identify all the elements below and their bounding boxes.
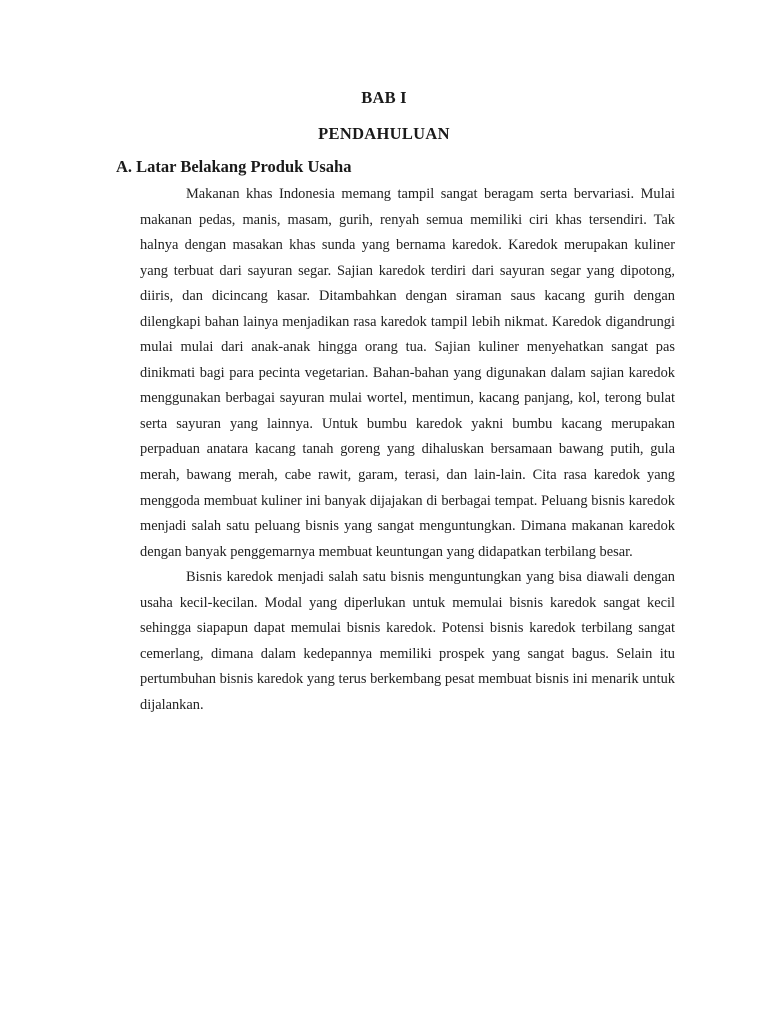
chapter-number: BAB I — [361, 88, 407, 107]
body-text — [140, 182, 675, 718]
chapter-title: PENDAHULUAN — [318, 124, 450, 143]
paragraph: Bisnis karedok menjadi salah satu bisnis menguntungkan yang bisa diawali dengan usaha kecil-kecilan. Modal yang diperlukan untuk memulai bisnis karedok sangat kecil sehingga siapapun dapat memulai bisnis karedok. Potensi bisnis karedok terbilang sangat cemerlang, dimana dalam kedepannya memiliki prospek yang sangat bagus. Selain itu pertumbuhan bisnis karedok yang terus berkembang pesat membuat bisnis ini menarik untuk dijalankan. — [140, 569, 675, 713]
paragraph: Makanan khas Indonesia memang tampil sangat beragam serta bervariasi. Mulai makanan pedas, manis, masam, gurih, renyah semua memiliki ciri khas tersendiri. Tak halnya dengan masakan khas sunda yang bernama karedok. Karedok merupakan kuliner yang terbuat dari sayuran segar. Sajian karedok terdiri dari sayuran segar yang dipotong, diiris, dan dicincang kasar. Ditambahkan dengan siraman saus kacang gurih dengan dilengkapi bahan lainya menjadikan rasa karedok tampil lebih nikmat. Karedok digandrungi mulai mulai dari anak-anak hingga orang tua. Sajian kuliner menyehatkan sangat pas dinikmati bagi para pecinta vegetarian. Bahan-bahan yang digunakan dalam sajian karedok menggunakan berbagai sayuran mulai wortel, mentimun, kacang panjang, kol, terong bulat serta sayuran yang lainnya. Untuk bumbu karedok yakni bumbu kacang merupakan perpaduan anatara kacang tanah goreng yang dihaluskan bersamaan bawang putih, gula merah, bawang merah, cabe rawit, garam, terasi, dan lain-lain. Cita rasa karedok yang menggoda membuat kuliner ini banyak dijajakan di berbagai tempat. Peluang bisnis karedok menjadi salah satu peluang bisnis yang sangat menguntungkan. Dimana makanan karedok dengan banyak penggemarnya membuat keuntungan yang didapatkan terbilang besar. — [140, 186, 675, 560]
section-heading: A. Latar Belakang Produk Usaha — [116, 157, 352, 176]
